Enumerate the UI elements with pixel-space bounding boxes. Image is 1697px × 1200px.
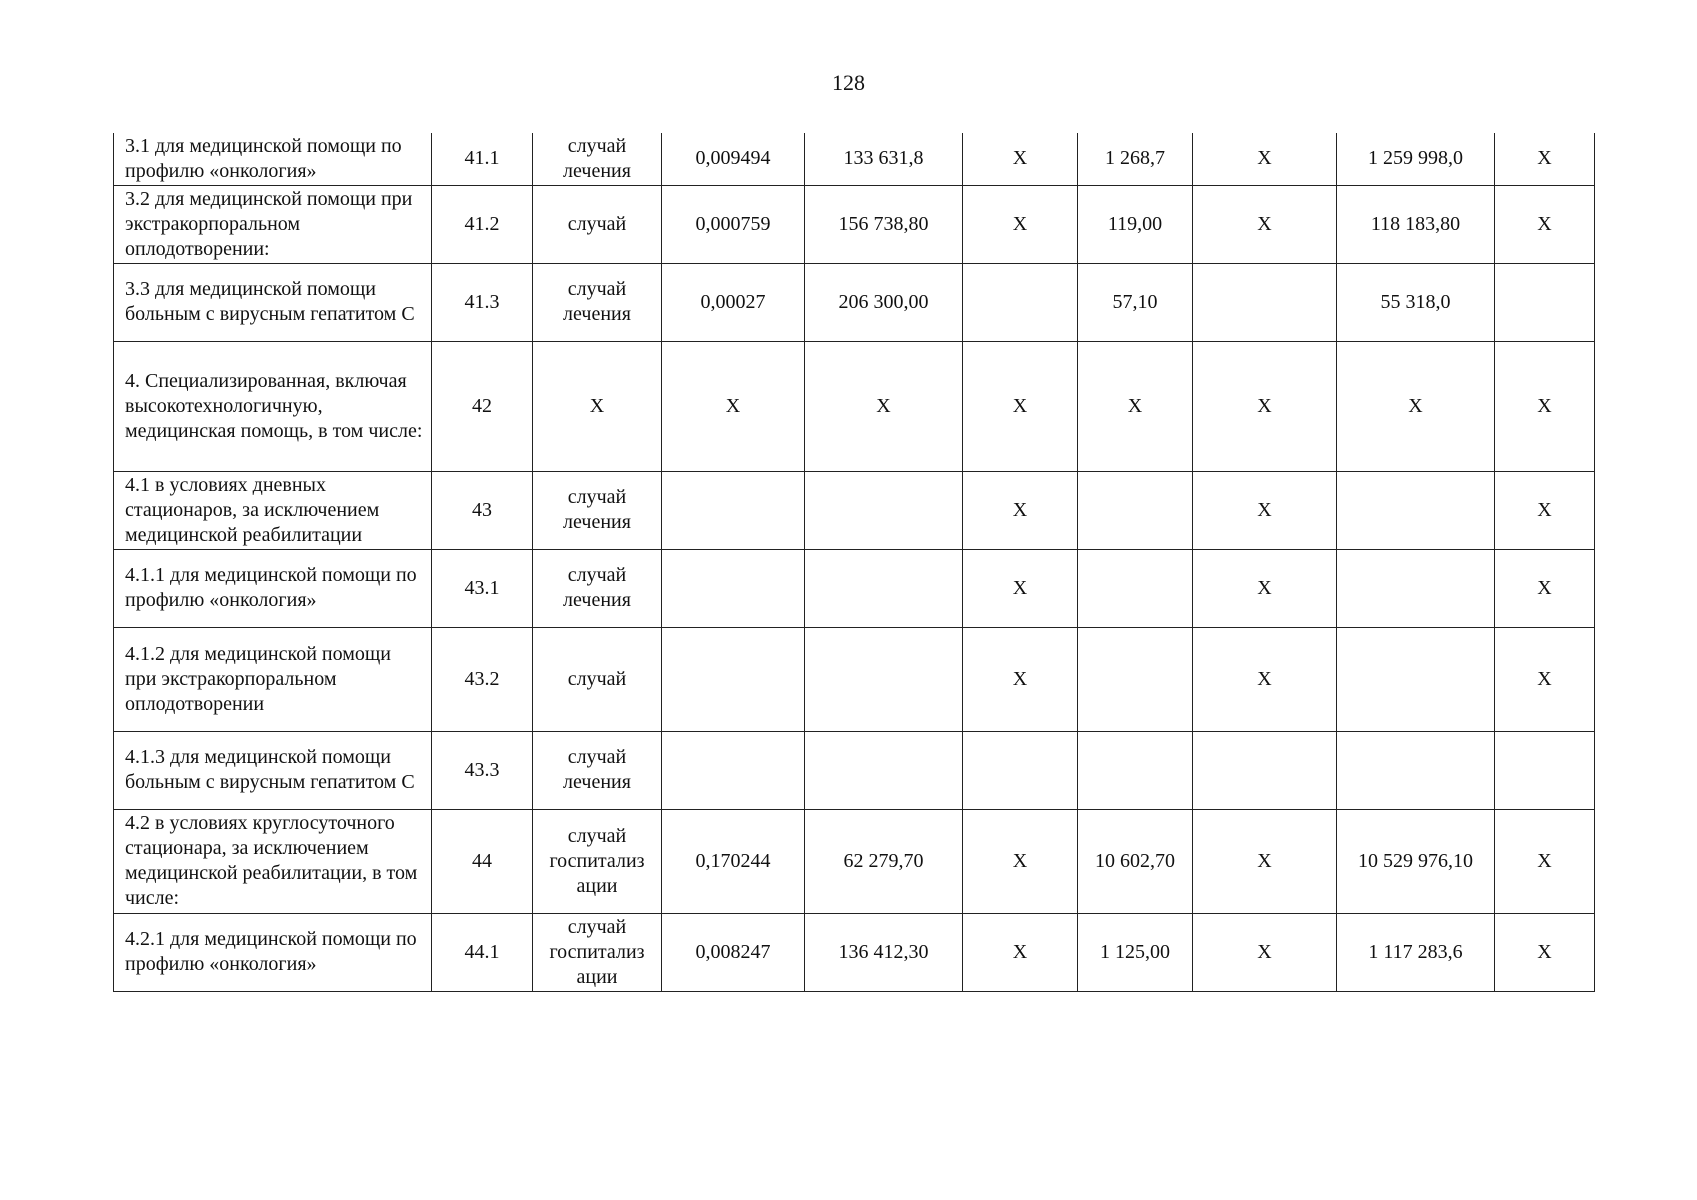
table-row	[114, 471, 1595, 549]
row-value-cell	[1337, 471, 1495, 549]
row-name-cell: 3.3 для медицинской помощи больным с вирусным гепатитом С	[114, 263, 432, 341]
row-value-cell: X	[1078, 341, 1193, 471]
row-name-cell: 3.1 для медицинской помощи по профилю «онкология»	[114, 133, 432, 185]
row-value-cell: X	[1495, 549, 1595, 627]
row-value-cell: X	[662, 341, 805, 471]
row-name-cell: 4.1.3 для медицинской помощи больным с вирусным гепатитом С	[114, 731, 432, 809]
row-value-cell	[963, 731, 1078, 809]
row-value-cell	[662, 549, 805, 627]
row-value-cell: X	[963, 549, 1078, 627]
row-value-cell: X	[1193, 627, 1337, 731]
row-value-cell: X	[1193, 185, 1337, 263]
row-unit-cell: случай лечения	[533, 133, 662, 185]
row-value-cell: X	[963, 471, 1078, 549]
row-code-cell: 42	[432, 341, 533, 471]
row-value-cell: X	[1337, 341, 1495, 471]
table-row	[114, 913, 1595, 991]
row-name-cell: 3.2 для медицинской помощи при экстракорпоральном оплодотворении:	[114, 185, 432, 263]
row-value-cell: 62 279,70	[805, 809, 963, 913]
row-value-cell: 1 268,7	[1078, 133, 1193, 185]
row-value-cell: X	[1495, 471, 1595, 549]
row-value-cell	[1078, 627, 1193, 731]
row-value-cell: X	[1495, 133, 1595, 185]
row-value-cell: 55 318,0	[1337, 263, 1495, 341]
table-row	[114, 133, 1595, 185]
row-code-cell: 43.3	[432, 731, 533, 809]
row-value-cell: X	[1193, 913, 1337, 991]
row-value-cell: 0,170244	[662, 809, 805, 913]
row-value-cell	[662, 471, 805, 549]
row-value-cell: 10 602,70	[1078, 809, 1193, 913]
row-value-cell: 133 631,8	[805, 133, 963, 185]
row-value-cell: 136 412,30	[805, 913, 963, 991]
row-value-cell: 206 300,00	[805, 263, 963, 341]
row-value-cell: X	[963, 341, 1078, 471]
row-unit-cell: X	[533, 341, 662, 471]
table-row	[114, 185, 1595, 263]
table-row	[114, 549, 1595, 627]
row-value-cell: X	[1193, 471, 1337, 549]
table-row	[114, 627, 1595, 731]
row-value-cell: 1 259 998,0	[1337, 133, 1495, 185]
table-row	[114, 731, 1595, 809]
row-value-cell	[1495, 263, 1595, 341]
row-value-cell	[1193, 731, 1337, 809]
row-value-cell: 156 738,80	[805, 185, 963, 263]
row-value-cell	[1337, 549, 1495, 627]
table-row	[114, 263, 1595, 341]
table-row	[114, 341, 1595, 471]
row-name-cell: 4. Специализированная, включая высокотехнологичную, медицинская помощь, в том числе:	[114, 341, 432, 471]
row-value-cell	[1078, 471, 1193, 549]
row-value-cell: X	[1495, 913, 1595, 991]
row-unit-cell: случай	[533, 627, 662, 731]
row-value-cell: 0,008247	[662, 913, 805, 991]
row-value-cell: X	[1193, 341, 1337, 471]
row-unit-cell: случай лечения	[533, 263, 662, 341]
row-value-cell: X	[1495, 627, 1595, 731]
row-unit-cell: случай лечения	[533, 731, 662, 809]
row-value-cell	[662, 731, 805, 809]
row-value-cell: X	[1193, 133, 1337, 185]
table-row	[114, 809, 1595, 913]
row-value-cell: X	[963, 913, 1078, 991]
row-value-cell: X	[1495, 809, 1595, 913]
row-code-cell: 41.1	[432, 133, 533, 185]
row-code-cell: 41.3	[432, 263, 533, 341]
row-value-cell	[805, 471, 963, 549]
row-value-cell: 1 125,00	[1078, 913, 1193, 991]
row-value-cell: 0,000759	[662, 185, 805, 263]
row-value-cell: X	[805, 341, 963, 471]
row-value-cell: 119,00	[1078, 185, 1193, 263]
row-value-cell	[1078, 549, 1193, 627]
row-unit-cell: случай	[533, 185, 662, 263]
row-value-cell: X	[1193, 809, 1337, 913]
row-value-cell: 10 529 976,10	[1337, 809, 1495, 913]
row-code-cell: 41.2	[432, 185, 533, 263]
data-table	[113, 133, 1595, 992]
row-value-cell: X	[963, 627, 1078, 731]
row-value-cell: 118 183,80	[1337, 185, 1495, 263]
row-code-cell: 44.1	[432, 913, 533, 991]
row-value-cell: X	[963, 185, 1078, 263]
row-name-cell: 4.1.2 для медицинской помощи при экстракорпоральном оплодотворении	[114, 627, 432, 731]
row-value-cell	[1078, 731, 1193, 809]
row-name-cell: 4.2 в условиях круглосуточного стационара, за исключением медицинской реабилитации, в том числе:	[114, 809, 432, 913]
row-value-cell	[805, 627, 963, 731]
row-unit-cell: случай лечения	[533, 549, 662, 627]
page-number: 128	[832, 70, 865, 95]
row-name-cell: 4.1.1 для медицинской помощи по профилю «онкология»	[114, 549, 432, 627]
row-value-cell	[1337, 627, 1495, 731]
row-value-cell: X	[963, 809, 1078, 913]
row-value-cell: 0,00027	[662, 263, 805, 341]
row-unit-cell: случай госпитализ ации	[533, 913, 662, 991]
row-value-cell	[805, 731, 963, 809]
row-unit-cell: случай лечения	[533, 471, 662, 549]
row-value-cell: 57,10	[1078, 263, 1193, 341]
row-value-cell: X	[1495, 341, 1595, 471]
row-value-cell: X	[1193, 549, 1337, 627]
row-value-cell	[1495, 731, 1595, 809]
row-value-cell	[662, 627, 805, 731]
row-name-cell: 4.1 в условиях дневных стационаров, за исключением медицинской реабилитации	[114, 471, 432, 549]
row-name-cell: 4.2.1 для медицинской помощи по профилю «онкология»	[114, 913, 432, 991]
row-value-cell: 0,009494	[662, 133, 805, 185]
row-value-cell	[1337, 731, 1495, 809]
row-unit-cell: случай госпитализ ации	[533, 809, 662, 913]
row-code-cell: 44	[432, 809, 533, 913]
row-code-cell: 43.2	[432, 627, 533, 731]
row-code-cell: 43.1	[432, 549, 533, 627]
row-value-cell: X	[1495, 185, 1595, 263]
row-value-cell: X	[963, 133, 1078, 185]
row-code-cell: 43	[432, 471, 533, 549]
row-value-cell: 1 117 283,6	[1337, 913, 1495, 991]
row-value-cell	[805, 549, 963, 627]
row-value-cell	[1193, 263, 1337, 341]
row-value-cell	[963, 263, 1078, 341]
